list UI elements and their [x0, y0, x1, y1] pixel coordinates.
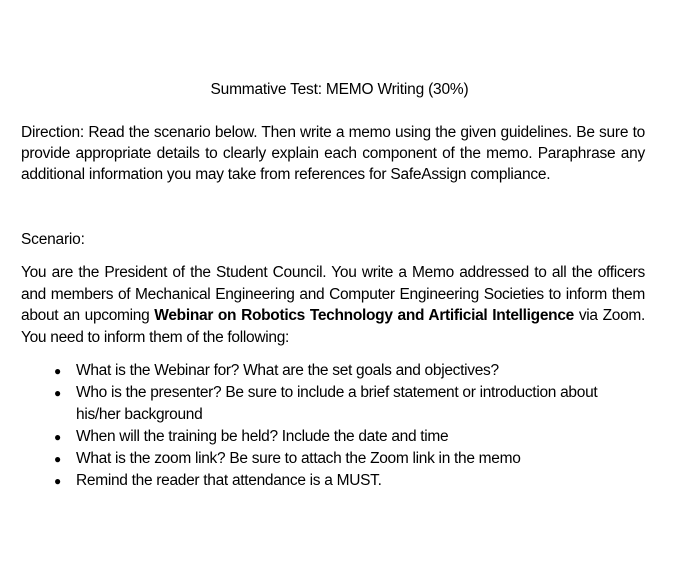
- list-item-text: When will the training be held? Include the date and time: [76, 428, 449, 445]
- bullet-icon: ●: [54, 430, 61, 444]
- scenario-paragraph: [21, 262, 645, 348]
- list-item: [21, 382, 645, 426]
- bullet-icon: ●: [54, 452, 61, 466]
- list-item-text: What is the Webinar for? What are the set goals and objectives?: [76, 362, 499, 379]
- direction-paragraph: Direction: Read the scenario below. Then write a memo using the given guidelines. Be sure to provide appropriate details to clearly explain each component of the memo. Paraphrase any additional information you may take from references for SafeAssign compliance.: [21, 124, 645, 183]
- list-item: [21, 448, 645, 470]
- scenario-bold-topic: Webinar on Robotics Technology and Artificial Intelligence: [154, 307, 574, 324]
- document-title: Summative Test: MEMO Writing (30%): [210, 81, 469, 98]
- requirements-list: [21, 360, 645, 492]
- bullet-icon: ●: [54, 364, 61, 378]
- list-item: [21, 426, 645, 448]
- list-item-text: Remind the reader that attendance is a MUST.: [76, 472, 382, 489]
- list-item: [21, 470, 645, 492]
- bullet-icon: ●: [54, 474, 61, 488]
- scenario-label: Scenario:: [21, 231, 85, 248]
- list-item-text: Who is the presenter? Be sure to include a brief statement or introduction about his/her background: [76, 384, 598, 423]
- scenario-text-after: via Zoom. You need to inform them of the following:: [21, 307, 646, 346]
- scenario-text-before: You are the President of the Student Council. You write a Memo addressed to all the officers and members of Mechanical Engineering and Computer Engineering Societies to inform them about an upcoming: [21, 264, 645, 324]
- list-item-text: What is the zoom link? Be sure to attach the Zoom link in the memo: [76, 450, 521, 467]
- bullet-icon: ●: [54, 386, 61, 400]
- list-item: [21, 360, 645, 382]
